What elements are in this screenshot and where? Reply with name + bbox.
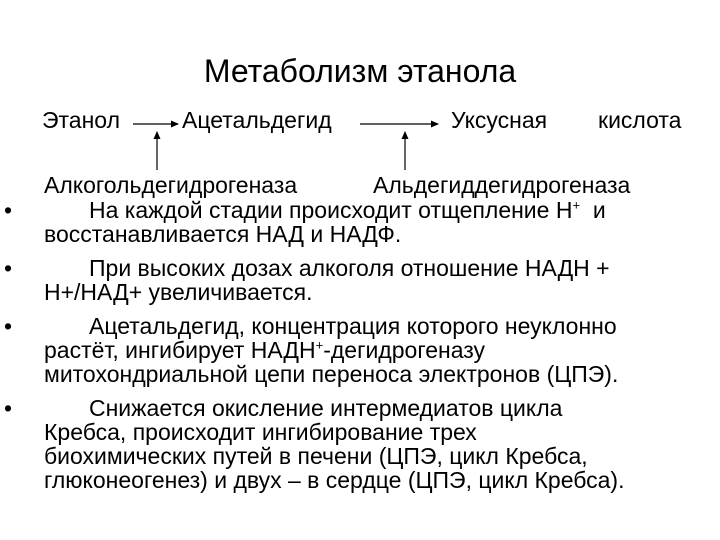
bullet-dot: • (4, 395, 13, 421)
bullet-line: глюконеогенез) и двух – в сердце (ЦПЭ, цикл Кребса). (44, 467, 625, 493)
bullet-item-4 (0, 396, 720, 492)
bullet-item-1 (0, 198, 720, 246)
bullet-line: митохондриальной цепи переноса электронов (ЦПЭ). (44, 361, 619, 387)
slide-title: Метаболизм этанола (203, 53, 517, 89)
ethanol-label: Этанол (42, 107, 121, 133)
bullet-line: Ацетальдегид, концентрация которого неуклонно (89, 313, 617, 339)
bullet-line: Н+/НАД+ увеличивается. (44, 279, 313, 305)
acetic-acid-label-part1: Уксусная (451, 107, 548, 133)
acetaldehyde-label: Ацетальдегид (182, 107, 332, 133)
bullet-line: восстанавливается НАД и НАДФ. (44, 221, 402, 247)
bullet-line: При высоких дозах алкоголя отношение НАДН + (89, 255, 610, 281)
bullet-item-3 (0, 314, 720, 386)
bullet-line: Кребса, происходит ингибирование трех (44, 419, 477, 445)
enzyme-aldh-label: Альдегиддегидрогеназа (373, 172, 631, 198)
bullet-line: растёт, ингибирует НАДН+-дегидрогеназу (44, 337, 486, 363)
bullet-item-2 (0, 256, 720, 304)
bullet-dot: • (4, 255, 13, 281)
bullet-line: На каждой стадии происходит отщепление Н+ и (89, 197, 606, 223)
bullet-dot: • (4, 197, 13, 223)
acetic-acid-label-part2: кислота (598, 107, 682, 133)
bullet-list (0, 198, 720, 502)
reaction-scheme-arrows (0, 0, 720, 200)
bullet-dot: • (4, 313, 13, 339)
enzyme-adh-label: Алкогольдегидрогеназа (44, 172, 298, 198)
bullet-line: Снижается окисление интермедиатов цикла (89, 395, 563, 421)
bullet-line: биохимических путей в печени (ЦПЭ, цикл Кребса, (44, 443, 588, 469)
